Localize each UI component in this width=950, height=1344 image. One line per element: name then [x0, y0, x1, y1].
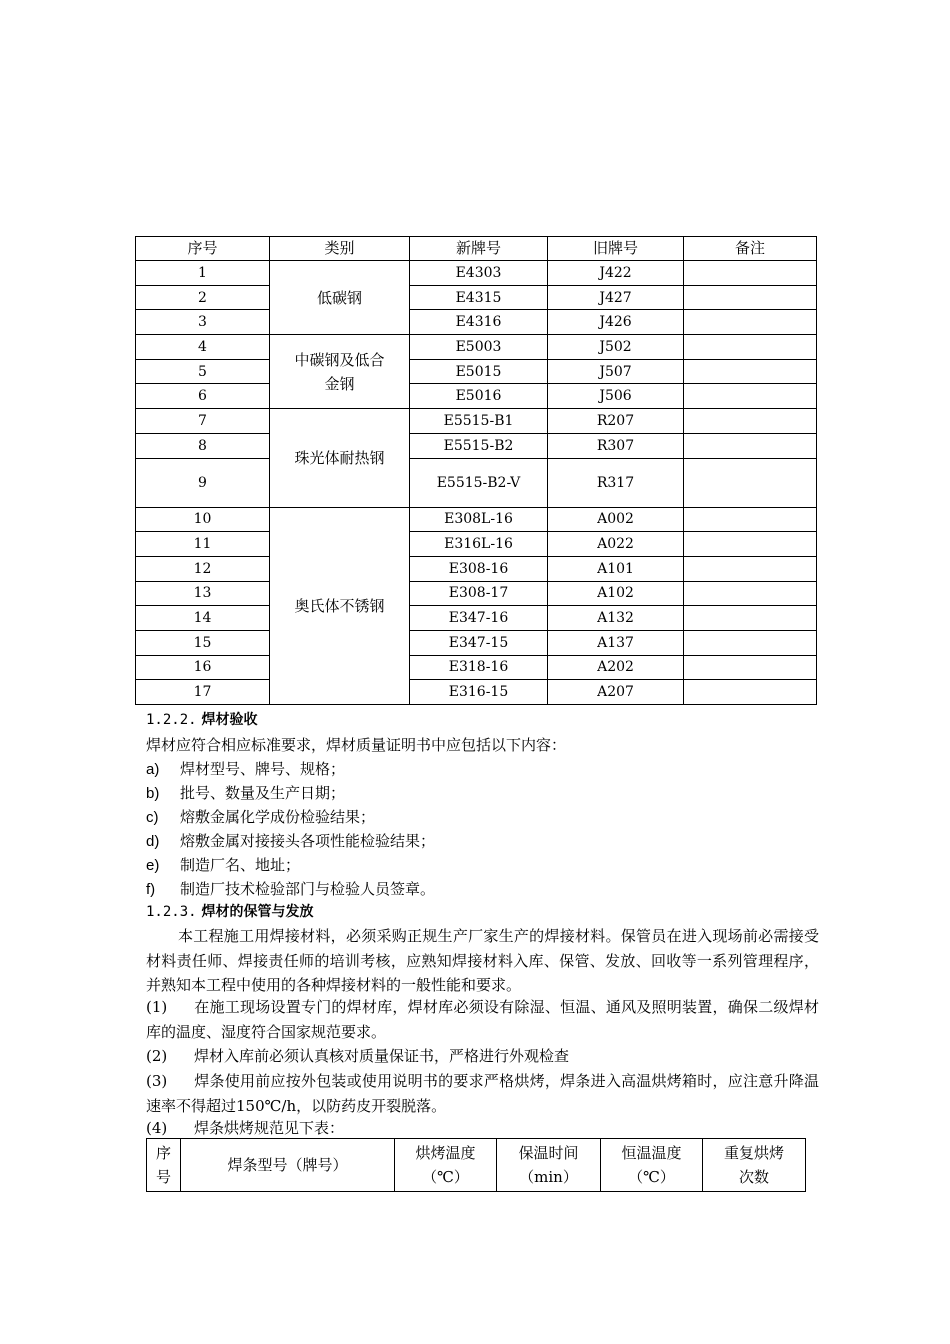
cell-old-grade: R317	[548, 458, 684, 507]
list-item	[146, 757, 345, 782]
table-row	[136, 384, 817, 409]
table-row	[136, 359, 817, 384]
cell-no: 3	[136, 310, 270, 335]
cell-old-grade: A022	[548, 532, 684, 557]
list-marker: a)	[146, 761, 160, 778]
cell-new-grade: E4316	[410, 310, 548, 335]
cell-remark	[684, 285, 817, 310]
list-item	[146, 781, 345, 806]
list-text: 批号、数量及生产日期；	[180, 784, 346, 802]
cell-new-grade: E316-15	[410, 680, 548, 705]
list-marker: (2)	[146, 1047, 168, 1065]
list-marker: d)	[146, 833, 160, 850]
table-row	[136, 433, 817, 458]
list-marker: (4)	[146, 1119, 168, 1137]
cell-no: 6	[136, 384, 270, 409]
list-text: 焊条烘烤规范见下表：	[194, 1119, 345, 1137]
table-row	[136, 409, 817, 434]
cell-no: 11	[136, 532, 270, 557]
cell-remark	[684, 359, 817, 384]
list-item	[146, 877, 435, 902]
table-row	[136, 507, 817, 532]
list-text: 焊条使用前应按外包装或使用说明书的要求严格烘烤，焊条进入高温烘烤箱时，应注意升降温速率不得超过150℃/h，以防药皮开裂脱落。	[146, 1072, 819, 1115]
cell-remark	[684, 261, 817, 286]
cell-remark	[684, 384, 817, 409]
cell-old-grade: R307	[548, 433, 684, 458]
table-header-row	[136, 237, 817, 261]
table-row	[136, 285, 817, 310]
table-row	[136, 458, 817, 507]
cell-old-grade: A101	[548, 556, 684, 581]
table-row	[136, 310, 817, 335]
header-remark: 备注	[684, 237, 817, 261]
cell-no: 5	[136, 359, 270, 384]
cell-remark	[684, 532, 817, 557]
list-text: 焊材入库前必须认真核对质量保证书，严格进行外观检查	[194, 1047, 570, 1065]
header-rebake-count: 重复烘烤次数	[703, 1139, 806, 1192]
cell-old-grade: J502	[548, 335, 684, 360]
header-electrode-type: 焊条型号（牌号）	[181, 1139, 395, 1192]
section-title: 焊材的保管与发放	[201, 904, 314, 920]
cell-new-grade: E308L-16	[410, 507, 548, 532]
table-row	[136, 581, 817, 606]
header-baking-temp: 烘烤温度（℃）	[395, 1139, 497, 1192]
cell-remark	[684, 409, 817, 434]
cell-new-grade: E308-17	[410, 581, 548, 606]
cell-old-grade: J506	[548, 384, 684, 409]
header-old-grade: 旧牌号	[548, 237, 684, 261]
cell-no: 14	[136, 606, 270, 631]
cell-new-grade: E318-16	[410, 655, 548, 680]
cell-old-grade: J507	[548, 359, 684, 384]
header-holding-time: 保温时间（min）	[497, 1139, 601, 1192]
cell-old-grade: A132	[548, 606, 684, 631]
cell-old-grade: J426	[548, 310, 684, 335]
cell-new-grade: E5515-B2-V	[410, 458, 548, 507]
section-number: 1.2.3.	[146, 904, 197, 920]
cell-remark	[684, 310, 817, 335]
cell-new-grade: E5016	[410, 384, 548, 409]
cell-new-grade: E4303	[410, 261, 548, 286]
list-marker: b)	[146, 785, 160, 802]
cell-new-grade: E347-16	[410, 606, 548, 631]
cell-old-grade: A207	[548, 680, 684, 705]
cell-old-grade: J422	[548, 261, 684, 286]
cell-new-grade: E5515-B2	[410, 433, 548, 458]
table-row	[136, 335, 817, 360]
cell-category: 珠光体耐热钢	[270, 409, 410, 507]
cell-old-grade: A102	[548, 581, 684, 606]
header-constant-temp: 恒温温度（℃）	[601, 1139, 703, 1192]
list-item	[146, 805, 375, 830]
cell-no: 9	[136, 458, 270, 507]
paragraph-intro: 本工程施工用焊接材料，必须采购正规生产厂家生产的焊接材料。保管员在进入现场前必需接受材料责任师、焊接责任师的培训考核，应熟知焊接材料入库、保管、发放、回收等一系列管理程序，并熟知本工程中使用的各种焊接材料的一般性能和要求。	[146, 927, 819, 994]
cell-new-grade: E316L-16	[410, 532, 548, 557]
cell-old-grade: A202	[548, 655, 684, 680]
section-number: 1.2.2.	[146, 712, 197, 728]
cell-remark	[684, 556, 817, 581]
section-heading-123	[146, 901, 313, 921]
table-row	[136, 556, 817, 581]
cell-remark	[684, 433, 817, 458]
cell-no: 4	[136, 335, 270, 360]
cell-new-grade: E5015	[410, 359, 548, 384]
cell-no: 1	[136, 261, 270, 286]
cell-old-grade: J427	[548, 285, 684, 310]
cell-no: 2	[136, 285, 270, 310]
list-marker: (3)	[146, 1072, 168, 1090]
cell-old-grade: A137	[548, 630, 684, 655]
cell-no: 13	[136, 581, 270, 606]
cell-remark	[684, 606, 817, 631]
cell-category: 奥氏体不锈钢	[270, 507, 410, 705]
cell-no: 15	[136, 630, 270, 655]
cell-remark	[684, 507, 817, 532]
cell-new-grade: E5515-B1	[410, 409, 548, 434]
cell-old-grade: A002	[548, 507, 684, 532]
list-text: 熔敷金属化学成份检验结果；	[180, 808, 376, 826]
list-text: 在施工现场设置专门的焊材库，焊材库必须设有除湿、恒温、通风及照明装置，确保二级焊材库的温度、湿度符合国家规范要求。	[146, 998, 819, 1041]
list-item	[146, 829, 435, 854]
list-marker: c)	[146, 809, 159, 826]
cell-no: 12	[136, 556, 270, 581]
header-category: 类别	[270, 237, 410, 261]
list-item	[146, 1069, 819, 1119]
cell-category: 中碳钢及低合金钢	[270, 335, 410, 409]
cell-category: 低碳钢	[270, 261, 410, 335]
cell-remark	[684, 335, 817, 360]
cell-new-grade: E4315	[410, 285, 548, 310]
cell-no: 7	[136, 409, 270, 434]
cell-new-grade: E347-15	[410, 630, 548, 655]
cell-no: 10	[136, 507, 270, 532]
header-new-grade: 新牌号	[410, 237, 548, 261]
cell-no: 16	[136, 655, 270, 680]
cell-remark	[684, 581, 817, 606]
list-item	[146, 1044, 819, 1069]
table-row	[136, 606, 817, 631]
list-marker: (1)	[146, 998, 168, 1016]
cell-new-grade: E5003	[410, 335, 548, 360]
cell-no: 17	[136, 680, 270, 705]
cell-remark	[684, 458, 817, 507]
cell-old-grade: R207	[548, 409, 684, 434]
section-heading-122	[146, 709, 257, 729]
table-row	[136, 630, 817, 655]
list-text: 制造厂名、地址；	[180, 856, 301, 874]
table-header-row	[147, 1139, 806, 1192]
table-row	[136, 532, 817, 557]
cell-remark	[684, 630, 817, 655]
cell-remark	[684, 655, 817, 680]
section-title: 焊材验收	[201, 712, 258, 728]
cell-remark	[684, 680, 817, 705]
list-marker: e)	[146, 857, 160, 874]
cell-no: 8	[136, 433, 270, 458]
list-text: 焊材型号、牌号、规格；	[180, 760, 346, 778]
list-marker: f)	[146, 881, 156, 898]
header-no: 序号	[136, 237, 270, 261]
list-item	[146, 853, 300, 878]
table-row	[136, 680, 817, 705]
list-text: 熔敷金属对接接头各项性能检验结果；	[180, 832, 436, 850]
cell-new-grade: E308-16	[410, 556, 548, 581]
list-text: 制造厂技术检验部门与检验人员签章。	[180, 880, 436, 898]
table-row	[136, 261, 817, 286]
electrode-grade-table	[135, 236, 817, 705]
header-no: 序号	[147, 1139, 181, 1192]
paragraph-intro: 焊材应符合相应标准要求，焊材质量证明书中应包括以下内容：	[146, 736, 567, 754]
electrode-baking-table	[146, 1138, 806, 1192]
table-row	[136, 655, 817, 680]
list-item	[146, 995, 819, 1045]
